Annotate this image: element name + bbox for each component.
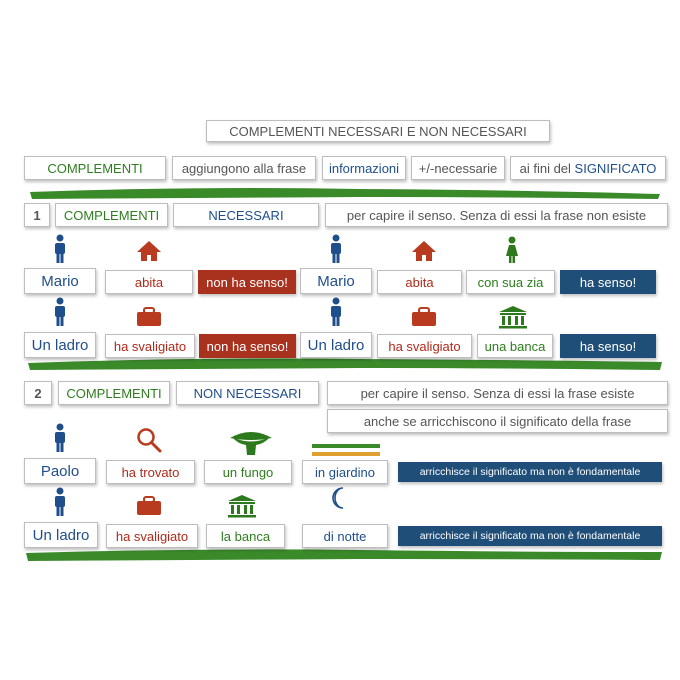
s2r2-complement: di notte <box>302 524 388 548</box>
intro-aggiungono: aggiungono alla frase <box>172 156 316 180</box>
person-icon <box>53 234 67 264</box>
s1r2-verdict2: ha senso! <box>560 334 656 358</box>
section2-label: COMPLEMENTI <box>58 381 170 405</box>
garden-flag-icon <box>312 444 380 456</box>
intro-complementi: COMPLEMENTI <box>24 156 166 180</box>
person-icon <box>53 423 67 453</box>
section2-number: 2 <box>24 381 52 405</box>
s2r1-subject: Paolo <box>24 458 96 484</box>
s1r1-verb2: abita <box>377 270 462 294</box>
s1r2-verb2: ha svaligiato <box>377 334 472 358</box>
house-icon <box>136 240 162 262</box>
s2r2-subject: Un ladro <box>24 522 98 548</box>
s1r2-subject2: Un ladro <box>300 332 372 358</box>
s2r1-verb: ha trovato <box>106 460 195 484</box>
s1r1-subject: Mario <box>24 268 96 294</box>
magnifier-icon <box>136 427 162 453</box>
moon-icon <box>329 486 349 510</box>
s1r2-verb: ha svaligiato <box>105 334 195 358</box>
intro-informazioni: informazioni <box>322 156 406 180</box>
brush-stroke-bottom <box>26 549 662 561</box>
house-icon <box>411 240 437 262</box>
person-icon <box>53 297 67 327</box>
s2r1-note: arricchisce il significato ma non è fondamentale <box>398 462 662 482</box>
briefcase-icon <box>136 307 162 327</box>
section1-explanation: per capire il senso. Senza di essi la frase non esiste <box>325 203 668 227</box>
mushroom-icon <box>228 430 274 456</box>
s1r2-verdict: non ha senso! <box>199 334 296 358</box>
person-icon <box>53 487 67 517</box>
section2-explanation1: per capire il senso. Senza di essi la frase esiste <box>327 381 668 405</box>
briefcase-icon <box>411 307 437 327</box>
person-icon <box>329 297 343 327</box>
s1r2-subject: Un ladro <box>24 332 96 358</box>
intro-necessarie: +/-necessarie <box>411 156 505 180</box>
s2r1-complement: in giardino <box>302 460 388 484</box>
brush-stroke-middle <box>28 359 662 371</box>
section1-label: COMPLEMENTI <box>55 203 168 227</box>
brush-stroke-top <box>30 188 660 199</box>
intro-significato-key: SIGNIFICATO <box>574 160 657 176</box>
s1r2-complement: una banca <box>477 334 553 358</box>
s1r1-complement: con sua zia <box>466 270 555 294</box>
s1r1-verb: abita <box>105 270 193 294</box>
bank-icon <box>498 305 528 329</box>
woman-icon <box>505 236 519 264</box>
s1r1-subject2: Mario <box>300 268 372 294</box>
section2-kind: NON NECESSARI <box>176 381 319 405</box>
section1-kind: NECESSARI <box>173 203 319 227</box>
s1r1-verdict: non ha senso! <box>198 270 296 294</box>
s2r2-object: la banca <box>206 524 285 548</box>
s2r2-note: arricchisce il significato ma non è fondamentale <box>398 526 662 546</box>
bank-icon <box>227 494 257 518</box>
briefcase-icon <box>136 496 162 516</box>
page-title: COMPLEMENTI NECESSARI E NON NECESSARI <box>206 120 550 142</box>
intro-significato <box>510 156 666 180</box>
section1-number: 1 <box>24 203 50 227</box>
person-icon <box>329 234 343 264</box>
section2-explanation2: anche se arricchiscono il significato della frase <box>327 409 668 433</box>
intro-significato-prefix: ai fini del <box>519 160 575 176</box>
s2r2-verb: ha svaligiato <box>106 524 198 548</box>
s2r1-object: un fungo <box>204 460 292 484</box>
s1r1-verdict2: ha senso! <box>560 270 656 294</box>
